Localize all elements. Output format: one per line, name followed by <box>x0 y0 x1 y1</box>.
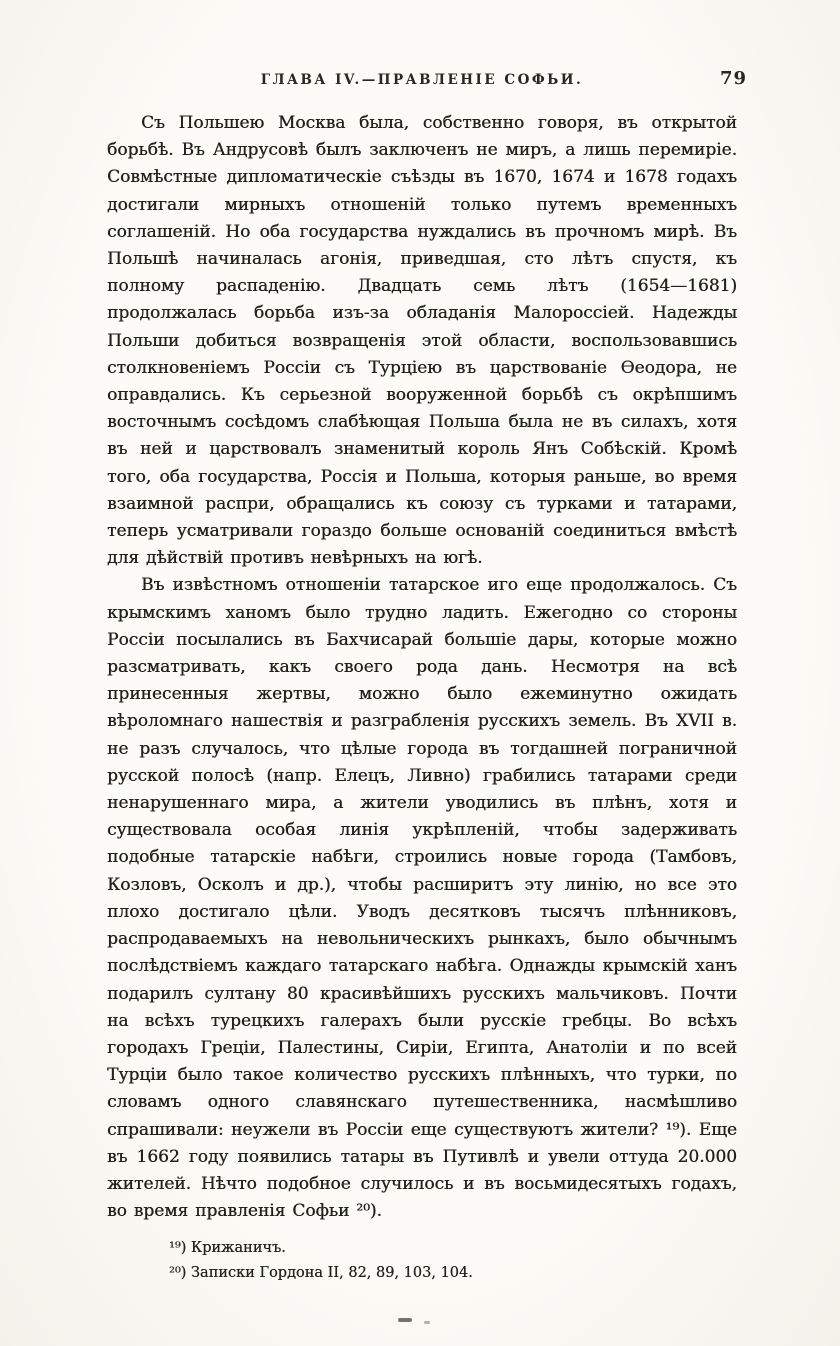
body-text <box>107 110 737 1225</box>
scan-artifact <box>424 1321 430 1324</box>
footnote: ¹⁹) Крижаничъ. <box>169 1240 286 1257</box>
body-paragraph: Съ Польшею Москва была, собственно говоря, въ открытой борьбѣ. Въ Андрусовѣ былъ заключенъ не миръ, а лишь перемиріе. Совмѣстные дипломатическіе съѣзды въ 1670, 1674 и 1678 годахъ достигали мирныхъ отношеній только путемъ временныхъ соглашеній. Но оба государства нуждались въ прочномъ мирѣ. Въ Польшѣ начиналась агонія, приведшая, сто лѣтъ спустя, къ полному распаденію. Двадцать семь лѣтъ (1654—1681) продолжалась борьба изъ-за обладанія Малороссіей. Надежды Польши добиться возвращенія этой области, воспользовавшись столкновеніемъ Россіи съ Турціею въ царствованіе Ѳеодора, не оправдались. Къ серьезной вооруженной борьбѣ съ окрѣпшимъ восточнымъ сосѣдомъ слабѣющая Польша была не въ силахъ, хотя въ ней и царствовалъ знаменитый король Янъ Собѣскій. Кромѣ того, оба государства, Россія и Польша, которыя раньше, во время взаимной распри, обращались къ союзу съ турками и татарами, теперь усматривали гораздо больше основаній соединиться вмѣстѣ для дѣйствій противъ невѣрныхъ на югѣ. <box>107 113 737 569</box>
chapter-running-title: ГЛАВА IV.—ПРАВЛЕНІЕ СОФЬИ. <box>260 72 584 88</box>
footnotes <box>107 1237 737 1284</box>
scan-artifact <box>398 1318 412 1322</box>
footnote: ²⁰) Записки Гордона II, 82, 89, 103, 104. <box>169 1265 473 1282</box>
body-paragraph: Въ извѣстномъ отношеніи татарское иго еще продолжалось. Съ крымскимъ ханомъ было трудно ладить. Ежегодно со стороны Россіи посылались въ Бахчисарай большіе дары, которые можно разсматривать, какъ своего рода дань. Несмотря на всѣ принесенныя жертвы, можно было ежеминутно ожидать вѣроломнаго нашествія и разграбленія русскихъ земель. Въ XVII в. не разъ случалось, что цѣлые города въ тогдашней пограничной русской полосѣ (напр. Елецъ, Ливно) грабились татарами среди ненарушеннаго мира, а жители уводились въ плѣнъ, хотя и существовала особая линія укрѣпленій, чтобы задерживать подобные татарскіе набѣги, строились новые города (Тамбовъ, Козловъ, Осколъ и др.), чтобы расширитъ эту линію, но все это плохо достигало цѣли. Уводъ десятковъ тысячъ плѣнниковъ, распродаваемыхъ на невольническихъ рынкахъ, было обычнымъ послѣдствіемъ каждаго татарскаго набѣга. Однажды крымскій ханъ подарилъ султану 80 красивѣйшихъ русскихъ мальчиковъ. Почти на всѣхъ турецкихъ галерахъ были русскіе гребцы. Во всѣхъ городахъ Греціи, Палестины, Сиріи, Египта, Анатоліи и по всей Турціи было такое количество русскихъ плѣнныхъ, что турки, по словамъ одного славянскаго путешественника, насмѣшливо спрашивали: неужели въ Россіи еще существуютъ жители? ¹⁹). Еще въ 1662 году появились татары въ Путивлѣ и увели оттуда 20.000 жителей. Нѣчто подобное случилось и въ восьмидесятыхъ годахъ, во время правленія Софьи ²⁰). <box>107 575 737 1222</box>
page-number: 79 <box>719 68 747 89</box>
page-content <box>107 68 747 1287</box>
running-header <box>107 68 747 96</box>
